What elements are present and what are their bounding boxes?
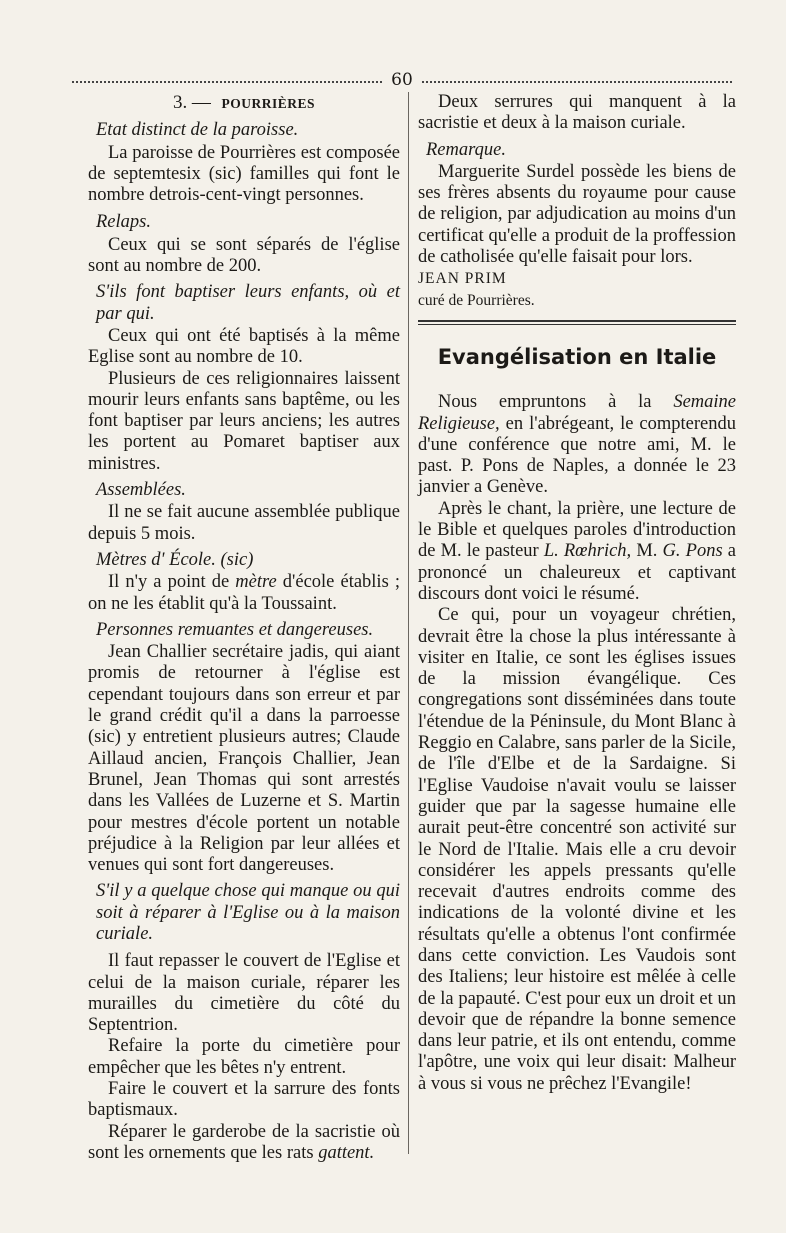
section-heading [88, 92, 400, 114]
paragraph-personnes: Jean Challier secrétaire jadis, qui aiant promis de retourner à l'église est cependant toujours dans son erreur et par le grand crédit qu'il a dans la parroesse (sic) y entretient plusieurs autres; Claude Aillaud ancien, François Challier, Jean Brunel, Jean Thomas qui sont arrestés dans les Vallées de Luzerne et S. Martin pour mestres d'école portent un notable préjudice à la Religion par leur allées et venues qui sont fort dangereuses. [88, 642, 400, 876]
intro-italic-3: G. Pons [662, 541, 723, 562]
column-divider [408, 92, 409, 1154]
subheading-reparations: S'il y a quelque chose qui manque ou qui soit à réparer à l'Eglise ou à la maison curiale. [96, 881, 400, 944]
paragraph-ecole [88, 572, 400, 615]
intro-text-3: Après le chant, la prière, une lecture de le Bible et quelques paroles d'introduction de M. le pasteur [418, 498, 736, 562]
article-intro-1 [418, 392, 736, 498]
article-body: Ce qui, pour un voyageur chrétien, devrait être la chose la plus intéressante à visiter en Italie, ce sont les églises issues de la mission évangélique. Ces congregations sont disséminées dans toute l'étendue de la Péninsule, du Mont Blanc à Reggio en Calabre, sans parler de la Sicile, de l'île d'Elbe et de la Sardaigne. Si l'Eglise Vaudoise n'avait voulu se laisser guider que par la sagesse humaine elle aurait peut-être concentré son activité sur le Nord de l'Italie. Mais elle a cru devoir considérer les appels pressants qu'elle recevait d'autres endroits comme des indications de la volonté divine et les résultats qu'elle a obtenus l'ont confirmée dans cette conviction. Les Vaudois sont des Italiens; leur histoire est mêlée à celle de la papauté. C'est pour eux un droit et un devoir que de répandre la bonne semence dans leur patrie, et ils ont entendu, comme l'apôtre, une voix qui leur disait: Malheur à vous si vous ne prêchez l'Evangile! [418, 605, 736, 1094]
section-number: 3. [172, 92, 188, 113]
reparations-4-italic: gattent. [318, 1142, 375, 1163]
paragraph-reparations-1: Il faut repasser le couvert de l'Eglise et celui de la maison curiale, réparer les murailles du cimetière du côté du Septentrion. [88, 951, 400, 1036]
paragraph-serrures: Deux serrures qui manquent à la sacristie et deux à la maison curiale. [418, 92, 736, 134]
subheading-ecole: Mètres d' École. (sic) [96, 549, 254, 570]
subheading-relaps: Relaps. [96, 212, 151, 233]
section-name: POURRIÈRES [221, 96, 315, 111]
intro-text-4: M. [631, 541, 663, 562]
paragraph-assemblees: Il ne se fait aucune assemblée publique depuis 5 mois. [88, 502, 400, 544]
intro-text-1: Nous empruntons à la [438, 392, 674, 413]
paragraph-relaps: Ceux qui se sont séparés de l'église sont au nombre de 200. [88, 234, 400, 277]
subheading-bapteme: S'ils font baptiser leurs enfants, où et par qui. [96, 282, 400, 324]
paragraph-etat: La paroisse de Pourrières est composée de septemtesix (sic) familles qui font le nombre detrois-cent-vingt personnes. [88, 142, 400, 206]
paragraph-reparations-3: Faire le couvert et la sarrure des fonts baptismaux. [88, 1079, 400, 1121]
left-column [88, 92, 400, 1164]
page-header [72, 70, 732, 90]
article-title: Evangélisation en Italie [437, 344, 717, 369]
subheading-personnes: Personnes remuantes et dangereuses. [96, 619, 374, 640]
section-rule [418, 320, 736, 325]
paragraph-bapteme-2: Plusieurs de ces religionnaires laissent mourir leurs enfants sans baptême, ou les font baptiser par leurs anciens; les autres les portent au Pomaret baptiser aux ministres. [88, 368, 400, 474]
paragraph-reparations-2: Refaire la porte du cimetière pour empêcher que les bêtes n'y entrent. [88, 1036, 400, 1078]
page-number: 60 [391, 70, 413, 90]
ecole-text-b: d'école établis ; on ne les établit qu'à la Toussaint. [88, 572, 400, 614]
intro-text-5: a prononcé un chaleureux et captivant discours dont voici le résumé. [418, 541, 736, 604]
intro-text-2: en l'abrégeant, le compterendu d'une conférence que notre ami, M. le past. P. Pons de Naples, a donnée le 23 janvier a Genève. [418, 413, 736, 498]
section-dash: — [191, 92, 211, 113]
header-rule-right [422, 81, 732, 83]
intro-italic-1: Semaine Religieuse, [418, 392, 736, 434]
intro-italic-2: L. Rœhrich, [543, 541, 632, 562]
paragraph-remarque: Marguerite Surdel possède les biens de ses frères absents du royaume pour cause de religion, par adjudication au moins d'un certificat qu'elle a produit de la proffession de catholisée qu'elle faisait pour lors. [418, 161, 736, 268]
paragraph-reparations-4 [88, 1122, 400, 1165]
right-column [418, 92, 736, 1095]
subheading-etat: Etat distinct de la paroisse. [96, 120, 299, 141]
article-intro-2 [418, 499, 736, 605]
paragraph-bapteme-1: Ceux qui ont été baptisés à la même Eglise sont au nombre de 10. [88, 325, 400, 368]
header-rule-left [72, 81, 382, 83]
signature-name: JEAN PRIM [418, 270, 507, 288]
signature-title: curé de Pourrières. [418, 291, 535, 309]
reparations-4-text: Réparer le garderobe de la sacristie où sont les ornements que les rats [88, 1121, 400, 1163]
ecole-text-a: Il n'y a point de [108, 572, 236, 593]
ecole-text-italic: mètre [235, 572, 277, 593]
subheading-assemblees: Assemblées. [96, 480, 186, 501]
subheading-remarque: Remarque. [426, 139, 506, 160]
